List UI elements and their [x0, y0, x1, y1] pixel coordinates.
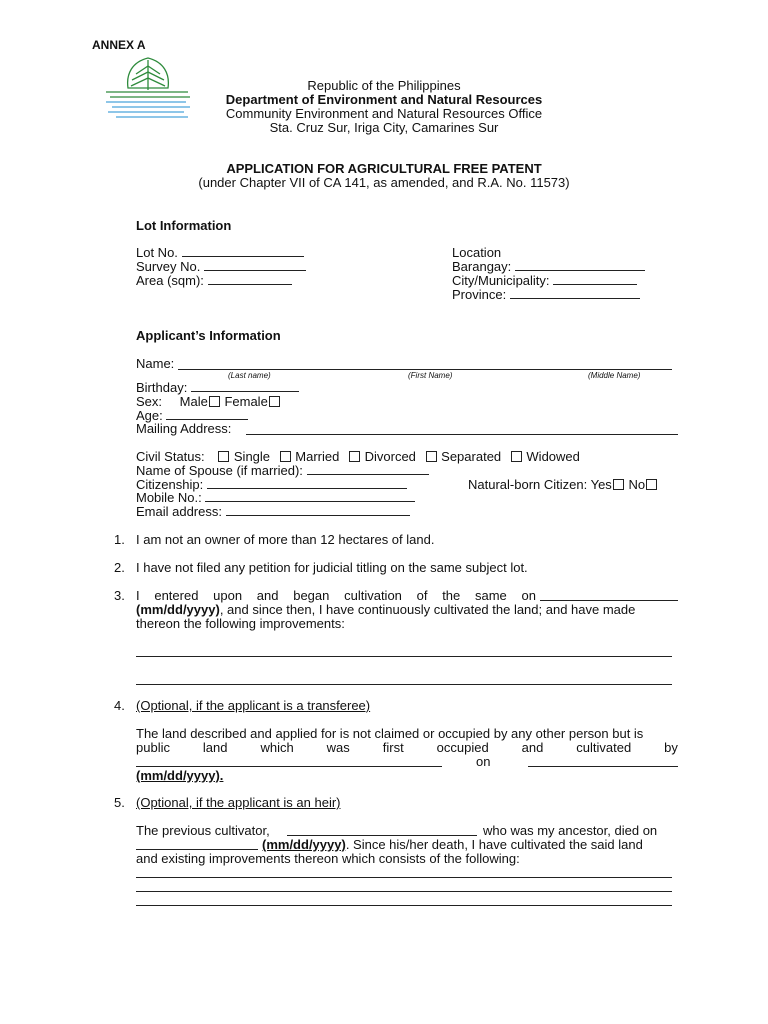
widowed-checkbox[interactable] [511, 451, 522, 462]
existing-improvements-input-1[interactable] [136, 877, 672, 878]
item-number-1: 1. [114, 532, 125, 547]
address-text: Sta. Cruz Sur, Iriga City, Camarines Sur [269, 120, 499, 135]
natural-born-row [468, 477, 658, 492]
item-5-line-3: and existing improvements thereon which consists of the following: [136, 851, 520, 866]
item-number-2: 2. [114, 560, 125, 575]
item-3-word: upon [213, 588, 243, 603]
sex-label: Sex: [136, 394, 163, 409]
single-checkbox[interactable] [218, 451, 229, 462]
birthday-field[interactable] [136, 380, 299, 395]
cultivation-date-input[interactable] [540, 600, 678, 601]
area-field[interactable] [136, 273, 292, 288]
lot-no-label: Lot No. [136, 245, 178, 260]
republic-text: Republic of the Philippines [307, 78, 461, 93]
item-5-date-format: (mm/dd/yyyy) [262, 837, 346, 852]
area-label: Area (sqm): [136, 273, 204, 288]
item-4-word: and [521, 740, 544, 755]
mailing-address-label: Mailing Address: [136, 421, 232, 436]
improvements-input-2[interactable] [136, 684, 672, 685]
location-label: Location [452, 245, 502, 260]
item-3-word: and [256, 588, 279, 603]
item-4-word: by [664, 740, 678, 755]
married-checkbox[interactable] [280, 451, 291, 462]
name-label: Name: [136, 356, 175, 371]
item-4-word: first [382, 740, 404, 755]
city-field[interactable] [452, 273, 637, 288]
item-4-heading: (Optional, if the applicant is a transferee) [136, 698, 371, 713]
item-number-5: 5. [114, 795, 125, 810]
last-name-caption: (Last name) [228, 371, 271, 380]
item-4-line-1: The land described and applied for is not claimed or occupied by any other person but is [136, 726, 644, 741]
barangay-label: Barangay: [452, 259, 512, 274]
female-option-label: Female [224, 394, 268, 409]
natural-born-no-checkbox[interactable] [646, 479, 657, 490]
separated-checkbox[interactable] [426, 451, 437, 462]
item-4-word: land [202, 740, 228, 755]
natural-born-label: Natural-born Citizen: Yes [468, 477, 612, 492]
province-label: Province: [452, 287, 507, 302]
item-5-text-2: . Since his/her death, I have cultivated the said land [345, 837, 643, 852]
female-checkbox[interactable] [269, 396, 280, 407]
divorced-label: Divorced [364, 449, 416, 464]
department-title: Department of Environment and Natural Resources [225, 92, 543, 107]
existing-improvements-input-2[interactable] [136, 891, 672, 892]
item-3-word: entered [154, 588, 199, 603]
spouse-label: Name of Spouse (if married): [136, 463, 303, 478]
survey-no-field[interactable] [136, 259, 306, 274]
widowed-label: Widowed [526, 449, 580, 464]
previous-cultivator-input[interactable] [287, 835, 477, 836]
lot-info-heading: Lot Information [136, 218, 232, 233]
item-4-word: which [260, 740, 294, 755]
lot-no-field[interactable] [136, 245, 304, 260]
item-3-line-2 [136, 602, 635, 617]
item-4-word: public [136, 740, 170, 755]
form-subtitle: (under Chapter VII of CA 141, as amended, and R.A. No. 11573) [198, 175, 570, 190]
item-4-line-2 [136, 740, 678, 755]
item-3-word: I [136, 588, 140, 603]
annex-label: ANNEX A [92, 38, 146, 52]
male-option-label: Male [179, 394, 208, 409]
male-checkbox[interactable] [209, 396, 220, 407]
item-5-line-1b: who was my ancestor, died on [483, 823, 658, 838]
on-text: on [476, 754, 491, 769]
sex-field [136, 394, 281, 409]
item-number-3: 3. [114, 588, 125, 603]
office-text: Community Environment and Natural Resources Office [225, 106, 543, 121]
mobile-label: Mobile No.: [136, 490, 202, 505]
divorced-checkbox[interactable] [349, 451, 360, 462]
item-3-word: cultivation [344, 588, 402, 603]
province-field[interactable] [452, 287, 640, 302]
improvements-input-1[interactable] [136, 656, 672, 657]
existing-improvements-input-3[interactable] [136, 905, 672, 906]
survey-no-label: Survey No. [136, 259, 201, 274]
item-number-4: 4. [114, 698, 125, 713]
item-3-word: the [442, 588, 461, 603]
name-input[interactable] [178, 369, 672, 370]
birthday-label: Birthday: [136, 380, 188, 395]
citizenship-label: Citizenship: [136, 477, 204, 492]
mailing-address-input[interactable] [246, 434, 678, 435]
item-4-word: was [326, 740, 350, 755]
item-5-line-1a: The previous cultivator, [136, 823, 270, 838]
city-label: City/Municipality: [452, 273, 550, 288]
married-label: Married [295, 449, 340, 464]
separated-label: Separated [441, 449, 502, 464]
natural-born-no-label: No [628, 477, 646, 492]
date-format-bold: (mm/dd/yyyy) [136, 602, 220, 617]
item-3-word: on [521, 588, 536, 603]
death-date-input[interactable] [136, 849, 258, 850]
email-field[interactable] [136, 504, 410, 519]
middle-name-caption: (Middle Name) [588, 371, 641, 380]
item-3-text-2: , and since then, I have continuously cultivated the land; and have made [219, 602, 636, 617]
item-1-text: I am not an owner of more than 12 hectares of land. [136, 532, 435, 547]
spouse-field[interactable] [136, 463, 429, 478]
item-2-text: I have not filed any petition for judicial titling on the same subject lot. [136, 560, 528, 575]
single-label: Single [233, 449, 271, 464]
item-3-word: began [293, 588, 330, 603]
civil-status-row [136, 449, 580, 464]
item-3-word: of [416, 588, 428, 603]
item-3-word: same [474, 588, 507, 603]
form-title: APPLICATION FOR AGRICULTURAL FREE PATENT [226, 161, 542, 176]
applicant-info-heading: Applicant’s Information [136, 328, 281, 343]
item-5-heading: (Optional, if the applicant is an heir) [136, 795, 341, 810]
civil-status-label: Civil Status: [136, 449, 205, 464]
item-4-date-format: (mm/dd/yyyy). [136, 768, 224, 783]
first-name-caption: (First Name) [408, 371, 453, 380]
barangay-field[interactable] [452, 259, 645, 274]
item-4-word: cultivated [576, 740, 632, 755]
item-4-word: occupied [436, 740, 489, 755]
mobile-field[interactable] [136, 490, 415, 505]
item-5-line-2 [262, 837, 643, 852]
email-label: Email address: [136, 504, 222, 519]
item-3-line-1 [136, 588, 536, 603]
occupation-date-input[interactable] [528, 766, 678, 767]
item-3-line-3: thereon the following improvements: [136, 616, 345, 631]
natural-born-yes-checkbox[interactable] [613, 479, 624, 490]
first-occupant-input[interactable] [136, 766, 442, 767]
age-label: Age: [136, 408, 163, 423]
